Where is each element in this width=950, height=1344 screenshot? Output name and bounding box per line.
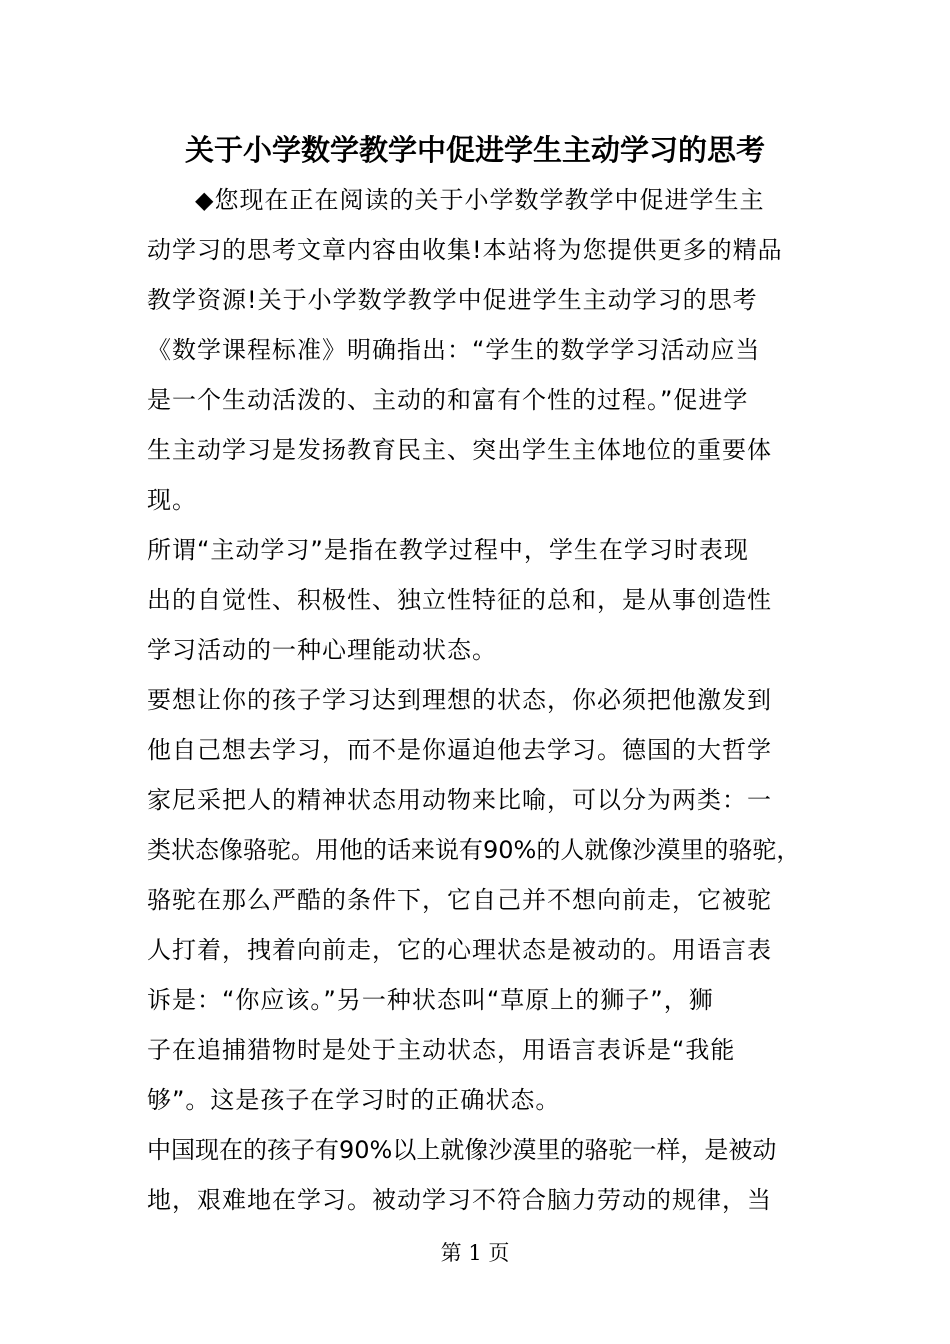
body-line: 现。 — [147, 486, 197, 514]
body-line: 是一个生动活泼的、主动的和富有个性的过程。”促进学 — [147, 386, 749, 414]
body-line: 要想让你的孩子学习达到理想的状态，你必须把他激发到 — [147, 686, 772, 714]
body-line: 诉是：“你应该。”另一种状态叫“草原上的狮子”，狮 — [147, 986, 714, 1014]
body-line: 人打着，拽着向前走，它的心理状态是被动的。用语言表 — [147, 936, 772, 964]
body-line: 子在追捕猎物时是处于主动状态，用语言表诉是“我能 — [147, 1036, 736, 1064]
body-line: 教学资源!关于小学数学教学中促进学生主动学习的思考 — [147, 286, 758, 314]
body-line: 他自己想去学习，而不是你逼迫他去学习。德国的大哲学 — [147, 736, 772, 764]
body-line: 家尼采把人的精神状态用动物来比喻，可以分为两类：一 — [147, 786, 772, 814]
body-line: ◆您现在正在阅读的关于小学数学教学中促进学生主 — [195, 186, 765, 214]
body-line: 够”。这是孩子在学习时的正确状态。 — [147, 1086, 561, 1114]
body-line: 出的自觉性、积极性、独立性特征的总和，是从事创造性 — [147, 586, 772, 614]
body-line: 中国现在的孩子有90%以上就像沙漠里的骆驼一样，是被动 — [147, 1136, 777, 1164]
body-line: 生主动学习是发扬教育民主、突出学生主体地位的重要体 — [147, 436, 772, 464]
body-line: 地，艰难地在学习。被动学习不符合脑力劳动的规律，当 — [147, 1186, 772, 1214]
page-number: 第 1 页 — [440, 1241, 510, 1265]
body-line: 所谓“主动学习”是指在教学过程中，学生在学习时表现 — [147, 536, 749, 564]
body-line: 《数学课程标准》明确指出：“学生的数学学习活动应当 — [147, 336, 761, 364]
body-line: 骆驼在那么严酷的条件下，它自己并不想向前走，它被驼 — [147, 886, 772, 914]
body-line: 动学习的思考文章内容由收集!本站将为您提供更多的精品 — [147, 236, 783, 264]
body-line: 学习活动的一种心理能动状态。 — [147, 636, 497, 664]
document-title: 关于小学数学教学中促进学生主动学习的思考 — [184, 133, 765, 167]
body-line: 类状态像骆驼。用他的话来说有90%的人就像沙漠里的骆驼， — [147, 836, 801, 864]
